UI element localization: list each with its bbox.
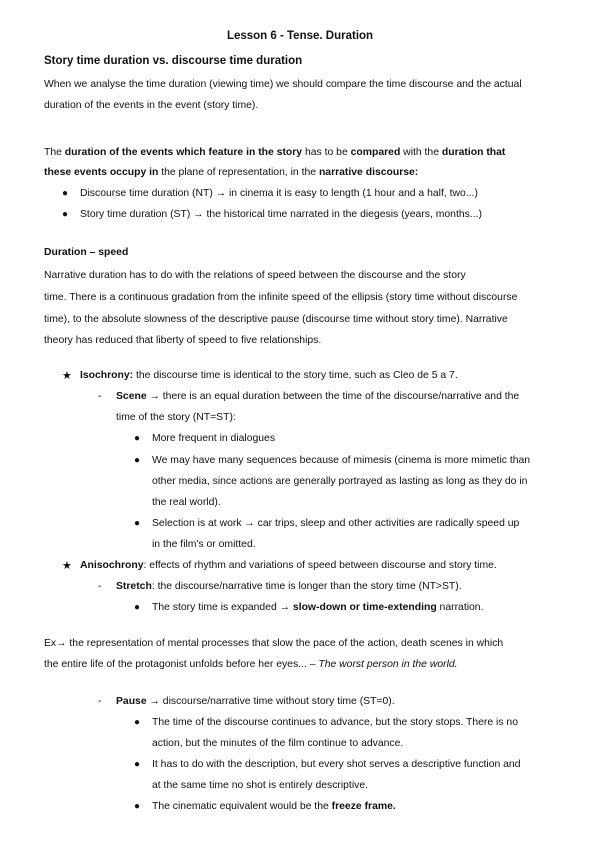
para3-line-1: Narrative duration has to do with the relations of speed between the discourse and the story — [44, 270, 466, 281]
scene-item-mimesis-1: We may have many sequences because of mimesis (cinema is more mimetic than — [152, 455, 531, 466]
scene-item-mimesis-2: other media, since actions are generally portrayed as lasting as long as they do in — [152, 476, 528, 487]
intro-line-2: duration of the events in the event (story time). — [44, 100, 259, 111]
bullet-icon: ● — [134, 518, 141, 529]
scene-item-selection-1: Selection is at work → car trips, sleep and other activities are radically speed up — [152, 518, 520, 529]
dash-icon: - — [98, 581, 102, 592]
para3-line-4: theory has reduced that liberty of speed to five relationships. — [44, 335, 322, 346]
pause-item-1a: The time of the discourse continues to advance, but the story stops. There is no — [152, 717, 518, 728]
heading-duration-speed: Duration – speed — [44, 247, 129, 258]
heading-story-vs-discourse: Story time duration vs. discourse time duration — [44, 55, 303, 67]
bullet-story-time: Story time duration (ST) → the historical time narrated in the diegesis (years, months...) — [80, 209, 482, 220]
scene-line-1: Scene → there is an equal duration between the time of the discourse/narrative and the — [116, 391, 520, 402]
bullet-icon: ● — [62, 188, 69, 199]
dash-icon: - — [98, 696, 102, 707]
bullet-icon: ● — [134, 602, 141, 613]
pause-item-1b: action, but the minutes of the film continue to advance. — [152, 738, 404, 749]
anisochrony-line: Anisochrony: effects of rhythm and variations of speed between discourse and story time. — [80, 560, 497, 571]
pause-item-2b: at the same time no shot is entirely descriptive. — [152, 780, 368, 791]
example-line-2: the entire life of the protagonist unfolds before her eyes... – The worst person in the world. — [44, 659, 458, 670]
para2-line-2: these events occupy in the plane of representation, in the narrative discourse: — [44, 167, 419, 178]
star-icon: ★ — [62, 560, 72, 572]
stretch-item: The story time is expanded → slow-down or time-extending narration. — [152, 602, 484, 613]
bullet-icon: ● — [62, 209, 69, 220]
star-icon: ★ — [62, 370, 72, 382]
bullet-icon: ● — [134, 455, 141, 466]
scene-line-2: time of the story (NT=ST): — [116, 412, 236, 423]
bullet-icon: ● — [134, 433, 141, 444]
bullet-icon: ● — [134, 717, 141, 728]
scene-item-selection-2: in the film's or omitted. — [152, 539, 256, 550]
para3-line-3: time), to the absolute slowness of the descriptive pause (discourse time without story time). Narrative — [44, 314, 508, 325]
scene-item-mimesis-3: the real world). — [152, 497, 221, 508]
pause-line: Pause → discourse/narrative time without story time (ST=0). — [116, 696, 395, 707]
bullet-icon: ● — [134, 801, 141, 812]
intro-line-1: When we analyse the time duration (viewing time) we should compare the time discourse and the actual — [44, 79, 522, 90]
isochrony-line: Isochrony: the discourse time is identical to the story time, such as Cleo de 5 a 7. — [80, 370, 458, 381]
pause-item-3: The cinematic equivalent would be the freeze frame. — [152, 801, 396, 812]
dash-icon: - — [98, 391, 102, 402]
stretch-line: Stretch: the discourse/narrative time is longer than the story time (NT>ST). — [116, 581, 462, 592]
page-title: Lesson 6 - Tense. Duration — [226, 30, 374, 42]
bullet-discourse-time: Discourse time duration (NT) → in cinema it is easy to length (1 hour and a half, two...) — [80, 188, 478, 199]
para3-line-2: time. There is a continuous gradation from the infinite speed of the ellipsis (story time without discourse — [44, 292, 518, 303]
pause-item-2a: It has to do with the description, but every shot serves a descriptive function and — [152, 759, 521, 770]
para2-line-1: The duration of the events which feature in the story has to be compared with the duration that — [44, 147, 506, 158]
bullet-icon: ● — [134, 759, 141, 770]
scene-item-dialogues: More frequent in dialogues — [152, 433, 276, 444]
example-line-1: Ex→ the representation of mental processes that slow the pace of the action, death scenes in which — [44, 638, 504, 649]
